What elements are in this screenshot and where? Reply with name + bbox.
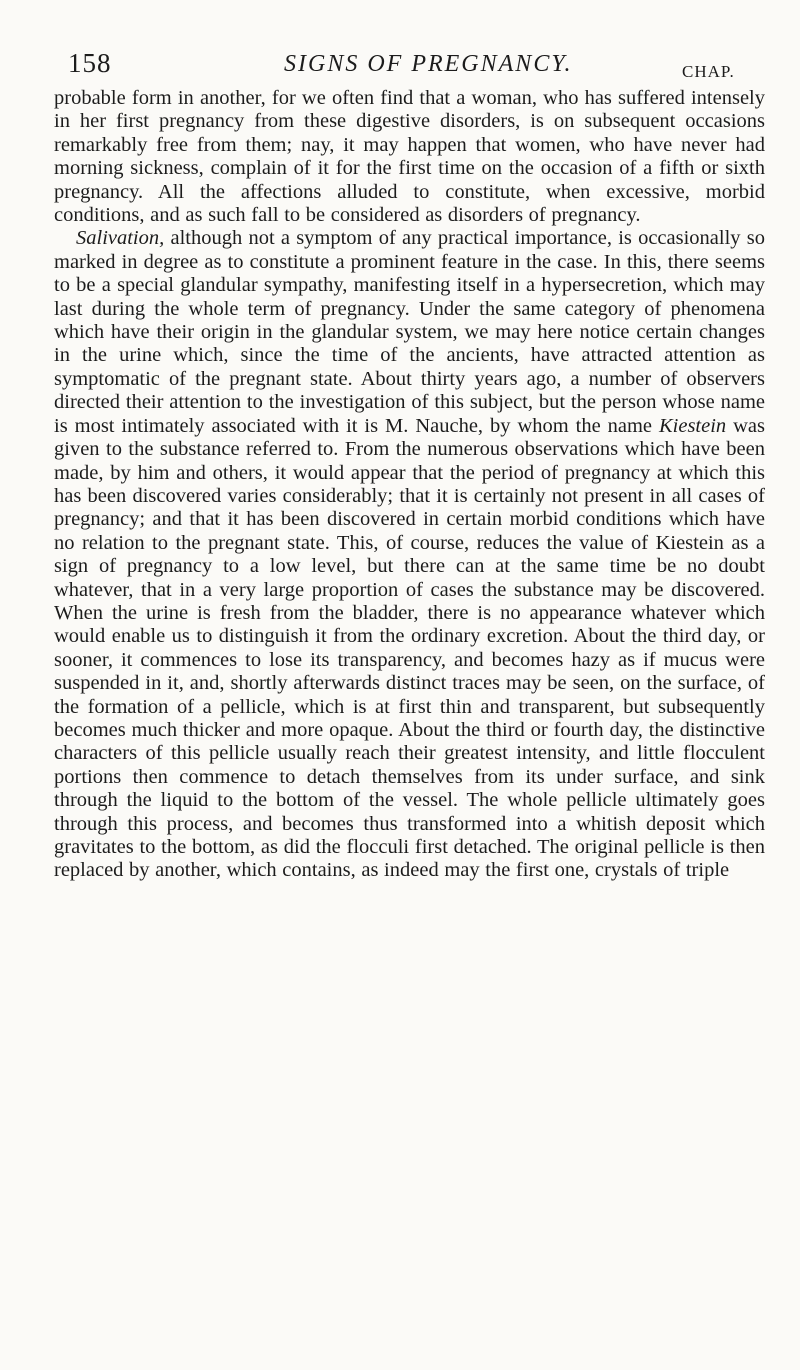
- paragraph-continued: [54, 87, 765, 227]
- page-header: [58, 44, 758, 84]
- italic-term-salivation: Salivation,: [76, 227, 165, 250]
- chapter-mark: CHAP.: [682, 62, 735, 81]
- page-number: 158: [68, 48, 112, 78]
- italic-term-kiestein: Kiestein: [658, 414, 727, 437]
- body-text: [54, 87, 765, 883]
- paragraph-salivation: [54, 227, 765, 882]
- paragraph-text: was given to the substance referred to. From the numerous observations which have been made, by him and others, it would appear that the period of pregnancy at which this has been discovered varies considerably; that it is certainly not present in all cases of pregnancy; and that it has been discovered in certain morbid conditions which have no relation to the pregnant state. This, of course, reduces the value of Kiestein as a sign of pregnancy to a low level, but there can at the same time be no doubt whatever, that in a very large proportion of cases the substance may be discovered. When the urine is fresh from the bladder, there is no appearance whatever which would enable us to distinguish it from the ordinary excretion. About the third day, or sooner, it commences to lose its transparency, and becomes hazy as if mucus were suspended in it, and, shortly afterwards distinct traces may be seen, on the surface, of the formation of a pellicle, which is at first thin and transparent, but subsequently becomes much thicker and more opaque. About the third or fourth day, the distinctive characters of this pellicle usually reach their greatest intensity, and little flocculent portions then commence to detach themselves from its under surface, and sink through the liquid to the bottom of the vessel. The whole pellicle ultimately goes through this process, and becomes thus transformed into a whitish deposit which gravitates to the bottom, as did the flocculi first detached. The original pellicle is then replaced by another, which contains, as indeed may the first one, crystals of triple: [54, 414, 765, 882]
- paragraph-text: probable form in another, for we often find that a woman, who has suffered intensely in her first pregnancy from these digestive disorders, is on subsequent occasions remarkably free from them; nay, it may happen that women, who have never had morning sickness, complain of it for the first time on the occasion of a fifth or sixth pregnancy. All the affections alluded to constitute, when excessive, morbid conditions, and as such fall to be considered as disorders of pregnancy.: [54, 87, 765, 227]
- paragraph-text: although not a symptom of any practical importance, is occasionally so marked in degree as to constitute a prominent feature in the case. In this, there seems to be a special glandular sympathy, manifesting itself in a hypersecretion, which may last during the whole term of pregnancy. Under the same category of phenomena which have their origin in the glandular system, we may here notice certain changes in the urine which, since the time of the ancients, have attracted attention as symptomatic of the pregnant state. About thirty years ago, a number of observers directed their attention to the investigation of this subject, but the person whose name is most intimately associated with it is M. Nauche, by whom the name: [54, 227, 765, 437]
- running-title: SIGNS OF PREGNANCY.: [284, 51, 573, 77]
